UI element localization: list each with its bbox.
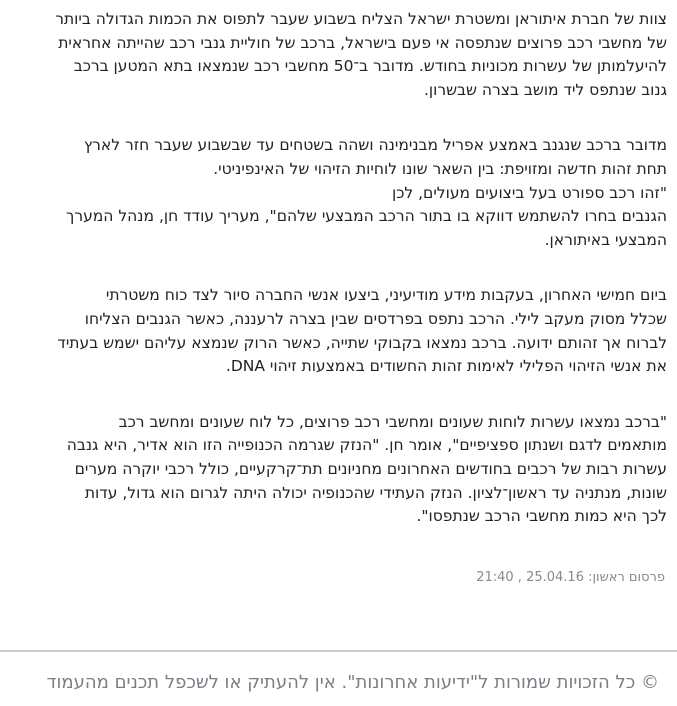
paragraph-line: המבצעי באיתוראן. xyxy=(544,230,667,249)
paragraph-line: את אנשי הזיהוי הפלילי לאימות זהות החשודים באמצעות זיהוי DNA. xyxy=(225,357,667,376)
paragraph-line: לכך היא כמות מחשבי הרכב שנתפסו". xyxy=(416,507,667,526)
footer-divider xyxy=(0,650,677,652)
paragraph-line: תחת זהות חדשה ומזויפת: בין השאר שונו לוחיות הזיהוי של האינפיניטי. xyxy=(213,159,667,178)
paragraph-line: מותאמים לדגם ושנתון ספציפיים", אומר חן. "הנזק שגרמה הכנופייה הזו הוא אדיר, היא גנבה xyxy=(66,436,667,455)
paragraph-line: מדובר ברכב שנגנב באמצע אפריל מבנימינה ושהה בשטחים עד שבשבוע שעבר חזר לארץ xyxy=(83,136,667,155)
paragraph-line: שונות, מנתניה עד ראשון־לציון. הנזק העתידי שהכנופיה יכולה היתה לגרום הוא גדול, עדות xyxy=(84,483,667,502)
paragraph-line: לברוח אך זהותם ידועה. ברכב נמצאו בקבוקי שתייה, כאשר הרוק שנמצא עליהם ישמש בעתיד xyxy=(57,333,667,352)
article-paragraph-2 xyxy=(16,134,667,252)
paragraph-line: "זהו רכב ספורט בעל ביצועים מעולים, לכן xyxy=(391,183,667,202)
paragraph-line: הגנבים בחרו להשתמש דווקא בו בתור הרכב המבצעי שלהם", מעריך עודד חן, מנהל המערך xyxy=(66,207,667,226)
paragraph-line: ביום חמישי האחרון, בעקבות מידע מודיעיני, ביצעו אנשי החברה סיור לצד כוח משטרתי xyxy=(105,286,667,305)
paragraph-line: של מחשבי רכב פרוצים שנתפסה אי פעם בישראל, ברכב של חוליית גנבי רכב שהייתה אחראית xyxy=(58,33,667,52)
paragraph-line: גנוב שנתפס ליד מושב בצרה שבשרון. xyxy=(423,80,667,99)
paragraph-line: צוות של חברת איתוראן ומשטרת ישראל הצליח בשבוע שעבר לתפוס את הכמות הגדולה ביותר xyxy=(55,10,667,28)
article-paragraph-1 xyxy=(16,8,667,102)
paragraph-line: עשרות רבות של רכבים בחודשים האחרונים מחניונים תת־קרקעיים, כולל רכבי יוקרה מערים xyxy=(74,459,667,478)
publish-date: פרסום ראשון: 25.04.16 , 21:40 xyxy=(476,570,665,585)
paragraph-line: שכלל מסוק מעקב לילי. הרכב נתפס בפרדסים שבין בצרה לרעננה, כאשר הגנבים הצליחו xyxy=(84,309,667,328)
paragraph-line: להיעלמותן של עשרות מכוניות בחודש. מדובר ב־50 מחשבי רכב שנמצאו בתא המטען ברכב xyxy=(73,57,667,76)
paragraph-line: "ברכב נמצאו עשרות לוחות שעונים ומחשבי רכב פרוצים, כל לוח שעונים ומחשב רכב xyxy=(118,412,667,431)
copyright-notice: © כל הזכויות שמורות ל"ידיעות אחרונות". אין להעתיק או לשכפל תכנים מהעמוד xyxy=(46,672,659,693)
article-paragraph-4 xyxy=(16,411,667,529)
article-paragraph-3 xyxy=(16,284,667,378)
